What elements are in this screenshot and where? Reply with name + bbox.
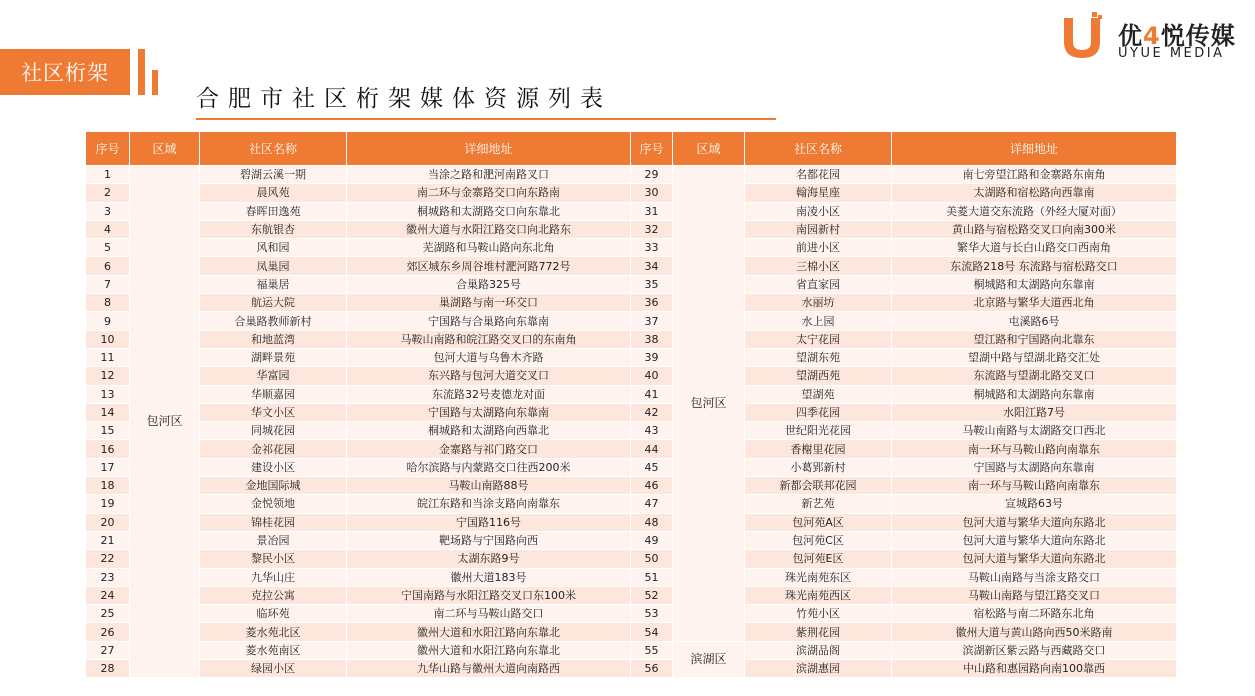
community-address: 南七旁望江路和金寨路东南角 [892, 166, 1177, 184]
community-address: 徽州大道和水阳江路向东靠北 [347, 641, 631, 659]
logo-english-text: UYUE MEDIA [1118, 46, 1225, 61]
row-number: 11 [86, 348, 130, 366]
table-row [86, 184, 1177, 202]
table-row [86, 330, 1177, 348]
row-number: 24 [86, 586, 130, 604]
row-number: 35 [631, 275, 673, 293]
table-row [86, 312, 1177, 330]
community-name: 望湖西苑 [745, 367, 892, 385]
community-address: 东流路32号麦德龙对面 [347, 385, 631, 403]
community-address: 南一环与马鞍山路向南靠东 [892, 440, 1177, 458]
community-name: 三棉小区 [745, 257, 892, 275]
col-header-no-right: 序号 [631, 132, 673, 166]
community-address: 东兴路与包河大道交叉口 [347, 367, 631, 385]
table-row [86, 166, 1177, 184]
community-name: 小葛郢新村 [745, 458, 892, 476]
col-header-address: 详细地址 [347, 132, 631, 166]
row-number: 14 [86, 403, 130, 421]
community-name: 东航银杏 [200, 220, 347, 238]
table-body [86, 166, 1177, 678]
community-name: 前进小区 [745, 239, 892, 257]
row-number: 18 [86, 477, 130, 495]
table-header-row [86, 132, 1177, 166]
col-header-name-right: 社区名称 [745, 132, 892, 166]
row-number: 36 [631, 294, 673, 312]
table-row [86, 440, 1177, 458]
community-name: 省直家园 [745, 275, 892, 293]
community-address: 宣城路63号 [892, 495, 1177, 513]
community-name: 碧湖云溪一期 [200, 166, 347, 184]
row-number: 49 [631, 531, 673, 549]
community-name: 金悦领地 [200, 495, 347, 513]
community-address: 黄山路与宿松路交叉口向南300米 [892, 220, 1177, 238]
community-address: 宁国路与太湖路向东靠南 [347, 403, 631, 421]
row-number: 46 [631, 477, 673, 495]
accent-bar-short [152, 70, 158, 95]
logo-chinese-text: 优4悦传媒 [1118, 22, 1236, 50]
community-address: 桐城路和太湖路向东靠南 [892, 385, 1177, 403]
community-name: 滨湖品阁 [745, 641, 892, 659]
community-name: 水丽坊 [745, 294, 892, 312]
row-number: 17 [86, 458, 130, 476]
row-number: 8 [86, 294, 130, 312]
table-row [86, 623, 1177, 641]
community-address: 包河大道与繁华大道向东路北 [892, 531, 1177, 549]
community-name: 黎民小区 [200, 550, 347, 568]
community-address: 当涂之路和淝河南路叉口 [347, 166, 631, 184]
row-number: 39 [631, 348, 673, 366]
community-name: 航运大院 [200, 294, 347, 312]
community-name: 新艺苑 [745, 495, 892, 513]
community-address: 美菱大道交东流路（外经大厦对面） [892, 202, 1177, 220]
col-header-name: 社区名称 [200, 132, 347, 166]
table-row [86, 403, 1177, 421]
community-name: 竹苑小区 [745, 605, 892, 623]
community-name: 景冶园 [200, 531, 347, 549]
row-number: 6 [86, 257, 130, 275]
community-address: 南二环与马鞍山路交口 [347, 605, 631, 623]
row-number: 23 [86, 568, 130, 586]
community-address: 太湖东路9号 [347, 550, 631, 568]
community-name: 望湖苑 [745, 385, 892, 403]
community-name: 绿园小区 [200, 660, 347, 678]
row-number: 37 [631, 312, 673, 330]
row-number: 10 [86, 330, 130, 348]
row-number: 27 [86, 641, 130, 659]
community-name: 世纪阳光花园 [745, 422, 892, 440]
region-cell: 包河区 [130, 166, 200, 678]
table-row [86, 202, 1177, 220]
community-name: 临环苑 [200, 605, 347, 623]
community-name: 包河苑E区 [745, 550, 892, 568]
row-number: 34 [631, 257, 673, 275]
community-name: 锦桂花园 [200, 513, 347, 531]
row-number: 3 [86, 202, 130, 220]
row-number: 51 [631, 568, 673, 586]
community-name: 晨风苑 [200, 184, 347, 202]
community-address: 太湖路和宿松路向西靠南 [892, 184, 1177, 202]
community-name: 建设小区 [200, 458, 347, 476]
community-name: 太宁花园 [745, 330, 892, 348]
community-name: 同城花园 [200, 422, 347, 440]
community-address: 包河大道与繁华大道向东路北 [892, 550, 1177, 568]
community-address: 水阳江路7号 [892, 403, 1177, 421]
community-address: 巢湖路与南一环交口 [347, 294, 631, 312]
table-row [86, 220, 1177, 238]
row-number: 54 [631, 623, 673, 641]
row-number: 47 [631, 495, 673, 513]
community-name: 克拉公寓 [200, 586, 347, 604]
table-row [86, 422, 1177, 440]
row-number: 53 [631, 605, 673, 623]
community-address: 合巢路325号 [347, 275, 631, 293]
col-header-no: 序号 [86, 132, 130, 166]
row-number: 9 [86, 312, 130, 330]
row-number: 12 [86, 367, 130, 385]
table-row [86, 495, 1177, 513]
community-address: 徽州大道与水阳江路交口向北路东 [347, 220, 631, 238]
community-name: 金地国际城 [200, 477, 347, 495]
community-address: 宁国南路与水阳江路交叉口东100米 [347, 586, 631, 604]
col-header-address-right: 详细地址 [892, 132, 1177, 166]
community-address: 徽州大道183号 [347, 568, 631, 586]
col-header-region-right: 区域 [673, 132, 745, 166]
table-row [86, 531, 1177, 549]
community-name: 包河苑A区 [745, 513, 892, 531]
community-name: 四季花园 [745, 403, 892, 421]
uyue-logo-icon [1058, 12, 1106, 64]
community-address: 宁国路116号 [347, 513, 631, 531]
community-name: 香榭里花园 [745, 440, 892, 458]
title-underline [196, 118, 776, 120]
community-address: 徽州大道和水阳江路向东靠北 [347, 623, 631, 641]
community-address: 桐城路和太湖路向东靠南 [892, 275, 1177, 293]
accent-bar [138, 49, 145, 95]
community-address: 金寨路与祁门路交口 [347, 440, 631, 458]
row-number: 33 [631, 239, 673, 257]
community-address: 马鞍山南路与太湖路交口西北 [892, 422, 1177, 440]
row-number: 7 [86, 275, 130, 293]
community-name: 湖畔景苑 [200, 348, 347, 366]
community-name: 和地蓝湾 [200, 330, 347, 348]
community-address: 九华山路与徽州大道向南路西 [347, 660, 631, 678]
row-number: 25 [86, 605, 130, 623]
region-cell: 包河区 [673, 166, 745, 642]
row-number: 38 [631, 330, 673, 348]
community-name: 凤巢园 [200, 257, 347, 275]
community-name: 滨湖惠园 [745, 660, 892, 678]
community-name: 翰海星座 [745, 184, 892, 202]
row-number: 30 [631, 184, 673, 202]
table-row [86, 605, 1177, 623]
row-number: 5 [86, 239, 130, 257]
community-name: 望湖东苑 [745, 348, 892, 366]
row-number: 22 [86, 550, 130, 568]
community-address: 滨湖新区紫云路与西藏路交口 [892, 641, 1177, 659]
region-cell: 滨湖区 [673, 641, 745, 678]
community-address: 中山路和惠园路向南100靠西 [892, 660, 1177, 678]
community-name: 风和园 [200, 239, 347, 257]
community-name: 华文小区 [200, 403, 347, 421]
table-row [86, 367, 1177, 385]
row-number: 29 [631, 166, 673, 184]
community-name: 福巢居 [200, 275, 347, 293]
table-row [86, 641, 1177, 659]
section-tag: 社区桁架 [0, 49, 130, 95]
community-address: 芜湖路和马鞍山路向东北角 [347, 239, 631, 257]
row-number: 20 [86, 513, 130, 531]
community-address: 北京路与繁华大道西北角 [892, 294, 1177, 312]
table-row [86, 458, 1177, 476]
row-number: 28 [86, 660, 130, 678]
community-address: 东流路与望湖北路交叉口 [892, 367, 1177, 385]
row-number: 52 [631, 586, 673, 604]
community-address: 皖江东路和当涂支路向南靠东 [347, 495, 631, 513]
page-title: 合肥市社区桁架媒体资源列表 [196, 86, 612, 112]
community-address: 包河大道与繁华大道向东路北 [892, 513, 1177, 531]
row-number: 2 [86, 184, 130, 202]
table-row [86, 385, 1177, 403]
row-number: 19 [86, 495, 130, 513]
row-number: 31 [631, 202, 673, 220]
community-name: 水上园 [745, 312, 892, 330]
community-address: 东流路218号 东流路与宿松路交口 [892, 257, 1177, 275]
table-row [86, 477, 1177, 495]
community-address: 宿松路与南二环路东北角 [892, 605, 1177, 623]
community-address: 屯溪路6号 [892, 312, 1177, 330]
community-address: 宁国路与太湖路向东靠南 [892, 458, 1177, 476]
community-name: 合巢路教师新村 [200, 312, 347, 330]
community-address: 郊区城东乡周谷堆村淝河路772号 [347, 257, 631, 275]
community-name: 珠光南苑西区 [745, 586, 892, 604]
row-number: 56 [631, 660, 673, 678]
community-name: 菱水苑南区 [200, 641, 347, 659]
community-name: 华富园 [200, 367, 347, 385]
row-number: 40 [631, 367, 673, 385]
table-row [86, 550, 1177, 568]
community-name: 九华山庄 [200, 568, 347, 586]
table-row [86, 257, 1177, 275]
col-header-region: 区域 [130, 132, 200, 166]
row-number: 15 [86, 422, 130, 440]
row-number: 13 [86, 385, 130, 403]
community-name: 南凌小区 [745, 202, 892, 220]
row-number: 41 [631, 385, 673, 403]
community-name: 名都花园 [745, 166, 892, 184]
community-address: 马鞍山南路与当涂支路交口 [892, 568, 1177, 586]
community-name: 春晖田逸苑 [200, 202, 347, 220]
community-address: 靶场路与宁国路向西 [347, 531, 631, 549]
community-name: 菱水苑北区 [200, 623, 347, 641]
community-address: 望江路和宁国路向北靠东 [892, 330, 1177, 348]
community-address: 包河大道与乌鲁木齐路 [347, 348, 631, 366]
table-row [86, 513, 1177, 531]
table-row [86, 348, 1177, 366]
row-number: 50 [631, 550, 673, 568]
row-number: 48 [631, 513, 673, 531]
community-address: 哈尔滨路与内蒙路交口往西200米 [347, 458, 631, 476]
community-address: 桐城路和太湖路交口向东靠北 [347, 202, 631, 220]
row-number: 1 [86, 166, 130, 184]
table-row [86, 294, 1177, 312]
resource-table [85, 131, 1177, 678]
community-address: 南二环与金寨路交口向东路南 [347, 184, 631, 202]
community-name: 包河苑C区 [745, 531, 892, 549]
community-address: 望湖中路与望湖北路交汇处 [892, 348, 1177, 366]
table-row [86, 586, 1177, 604]
row-number: 4 [86, 220, 130, 238]
community-name: 珠光南苑东区 [745, 568, 892, 586]
community-address: 马鞍山南路和皖江路交叉口的东南角 [347, 330, 631, 348]
table-row [86, 568, 1177, 586]
community-name: 紫荆花园 [745, 623, 892, 641]
community-name: 南园新村 [745, 220, 892, 238]
row-number: 32 [631, 220, 673, 238]
community-address: 桐城路和太湖路向西靠北 [347, 422, 631, 440]
table-row [86, 275, 1177, 293]
brand-logo [1058, 12, 1253, 64]
community-address: 马鞍山南路88号 [347, 477, 631, 495]
row-number: 43 [631, 422, 673, 440]
community-address: 繁华大道与长白山路交口西南角 [892, 239, 1177, 257]
row-number: 42 [631, 403, 673, 421]
community-address: 马鞍山南路与望江路交叉口 [892, 586, 1177, 604]
community-name: 华顺嘉园 [200, 385, 347, 403]
community-name: 新都会联邦花园 [745, 477, 892, 495]
row-number: 21 [86, 531, 130, 549]
community-address: 徽州大道与黄山路向西50米路南 [892, 623, 1177, 641]
row-number: 45 [631, 458, 673, 476]
community-name: 金祁花园 [200, 440, 347, 458]
table-row [86, 660, 1177, 678]
row-number: 16 [86, 440, 130, 458]
row-number: 26 [86, 623, 130, 641]
row-number: 55 [631, 641, 673, 659]
community-address: 宁国路与合巢路向东靠南 [347, 312, 631, 330]
row-number: 44 [631, 440, 673, 458]
table-row [86, 239, 1177, 257]
community-address: 南一环与马鞍山路向南靠东 [892, 477, 1177, 495]
